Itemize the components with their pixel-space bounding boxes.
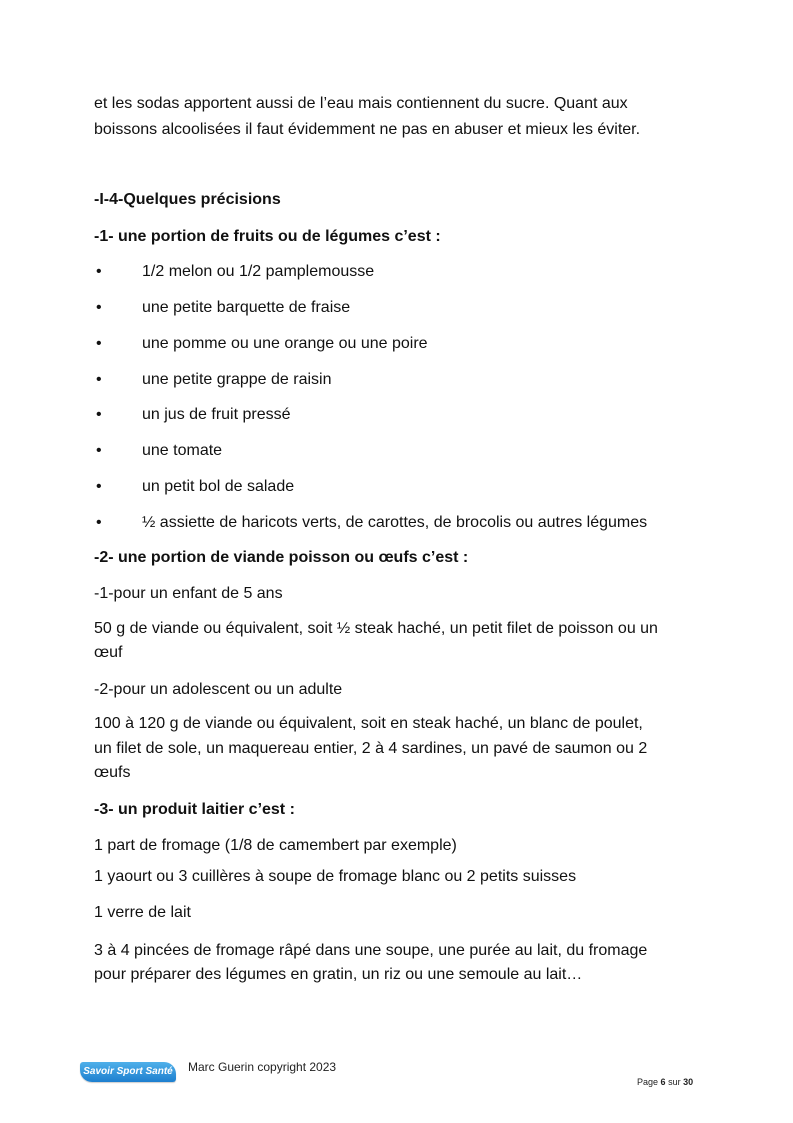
adult-text-line-2: un filet de sole, un maquereau entier, 2 à 4 sardines, un pavé de saumon ou 2 [94, 740, 648, 757]
adult-text-line-1: 100 à 120 g de viande ou équivalent, soit en steak haché, un blanc de poulet, [94, 715, 643, 732]
dairy-line-3: 1 verre de lait [94, 904, 191, 921]
page-prefix: Page [637, 1077, 659, 1087]
intro-line-1: et les sodas apportent aussi de l’eau mais contiennent du sucre. Quant aux [94, 95, 628, 112]
dairy-last-line-2: pour préparer des légumes en gratin, un riz ou une semoule au lait… [94, 966, 583, 983]
child-text-line-2: œuf [94, 644, 123, 661]
bullet-icon: • [96, 335, 102, 352]
dairy-heading: -3- un produit laitier c’est : [94, 801, 295, 818]
list-item-text: un petit bol de salade [142, 478, 295, 495]
page-sep: sur [668, 1077, 681, 1087]
savoir-sport-sante-logo: Savoir Sport Santé [80, 1062, 176, 1082]
list-item-text: une petite grappe de raisin [142, 371, 332, 388]
adult-heading: -2-pour un adolescent ou un adulte [94, 681, 343, 698]
list-item-text: 1/2 melon ou 1/2 pamplemousse [142, 263, 375, 280]
dairy-line-2: 1 yaourt ou 3 cuillères à soupe de fromage blanc ou 2 petits suisses [94, 868, 577, 885]
fruits-heading: -1- une portion de fruits ou de légumes c’est : [94, 228, 441, 245]
list-item-text: un jus de fruit pressé [142, 406, 291, 423]
intro-line-2: boissons alcoolisées il faut évidemment ne pas en abuser et mieux les éviter. [94, 121, 641, 138]
bullet-icon: • [96, 514, 102, 531]
page-current: 6 [660, 1077, 666, 1087]
page-number [637, 1076, 693, 1088]
page-total: 30 [683, 1077, 694, 1087]
bullet-icon: • [96, 406, 102, 423]
footer-copyright: Marc Guerin copyright 2023 [188, 1060, 337, 1074]
bullet-icon: • [96, 263, 102, 280]
bullet-icon: • [96, 442, 102, 459]
list-item-text: ½ assiette de haricots verts, de carottes, de brocolis ou autres légumes [142, 514, 648, 531]
list-item-text: une pomme ou une orange ou une poire [142, 335, 428, 352]
bullet-icon: • [96, 478, 102, 495]
adult-text-line-3: œufs [94, 764, 131, 781]
bullet-icon: • [96, 299, 102, 316]
list-item-text: une tomate [142, 442, 223, 459]
dairy-line-1: 1 part de fromage (1/8 de camembert par exemple) [94, 837, 457, 854]
protein-heading: -2- une portion de viande poisson ou œufs c’est : [94, 549, 469, 566]
dairy-last-line-1: 3 à 4 pincées de fromage râpé dans une soupe, une purée au lait, du fromage [94, 942, 648, 959]
bullet-icon: • [96, 371, 102, 388]
list-item-text: une petite barquette de fraise [142, 299, 351, 316]
child-text-line-1: 50 g de viande ou équivalent, soit ½ steak haché, un petit filet de poisson ou un [94, 620, 658, 637]
section-heading: -I-4-Quelques précisions [94, 191, 281, 208]
child-heading: -1-pour un enfant de 5 ans [94, 585, 283, 602]
